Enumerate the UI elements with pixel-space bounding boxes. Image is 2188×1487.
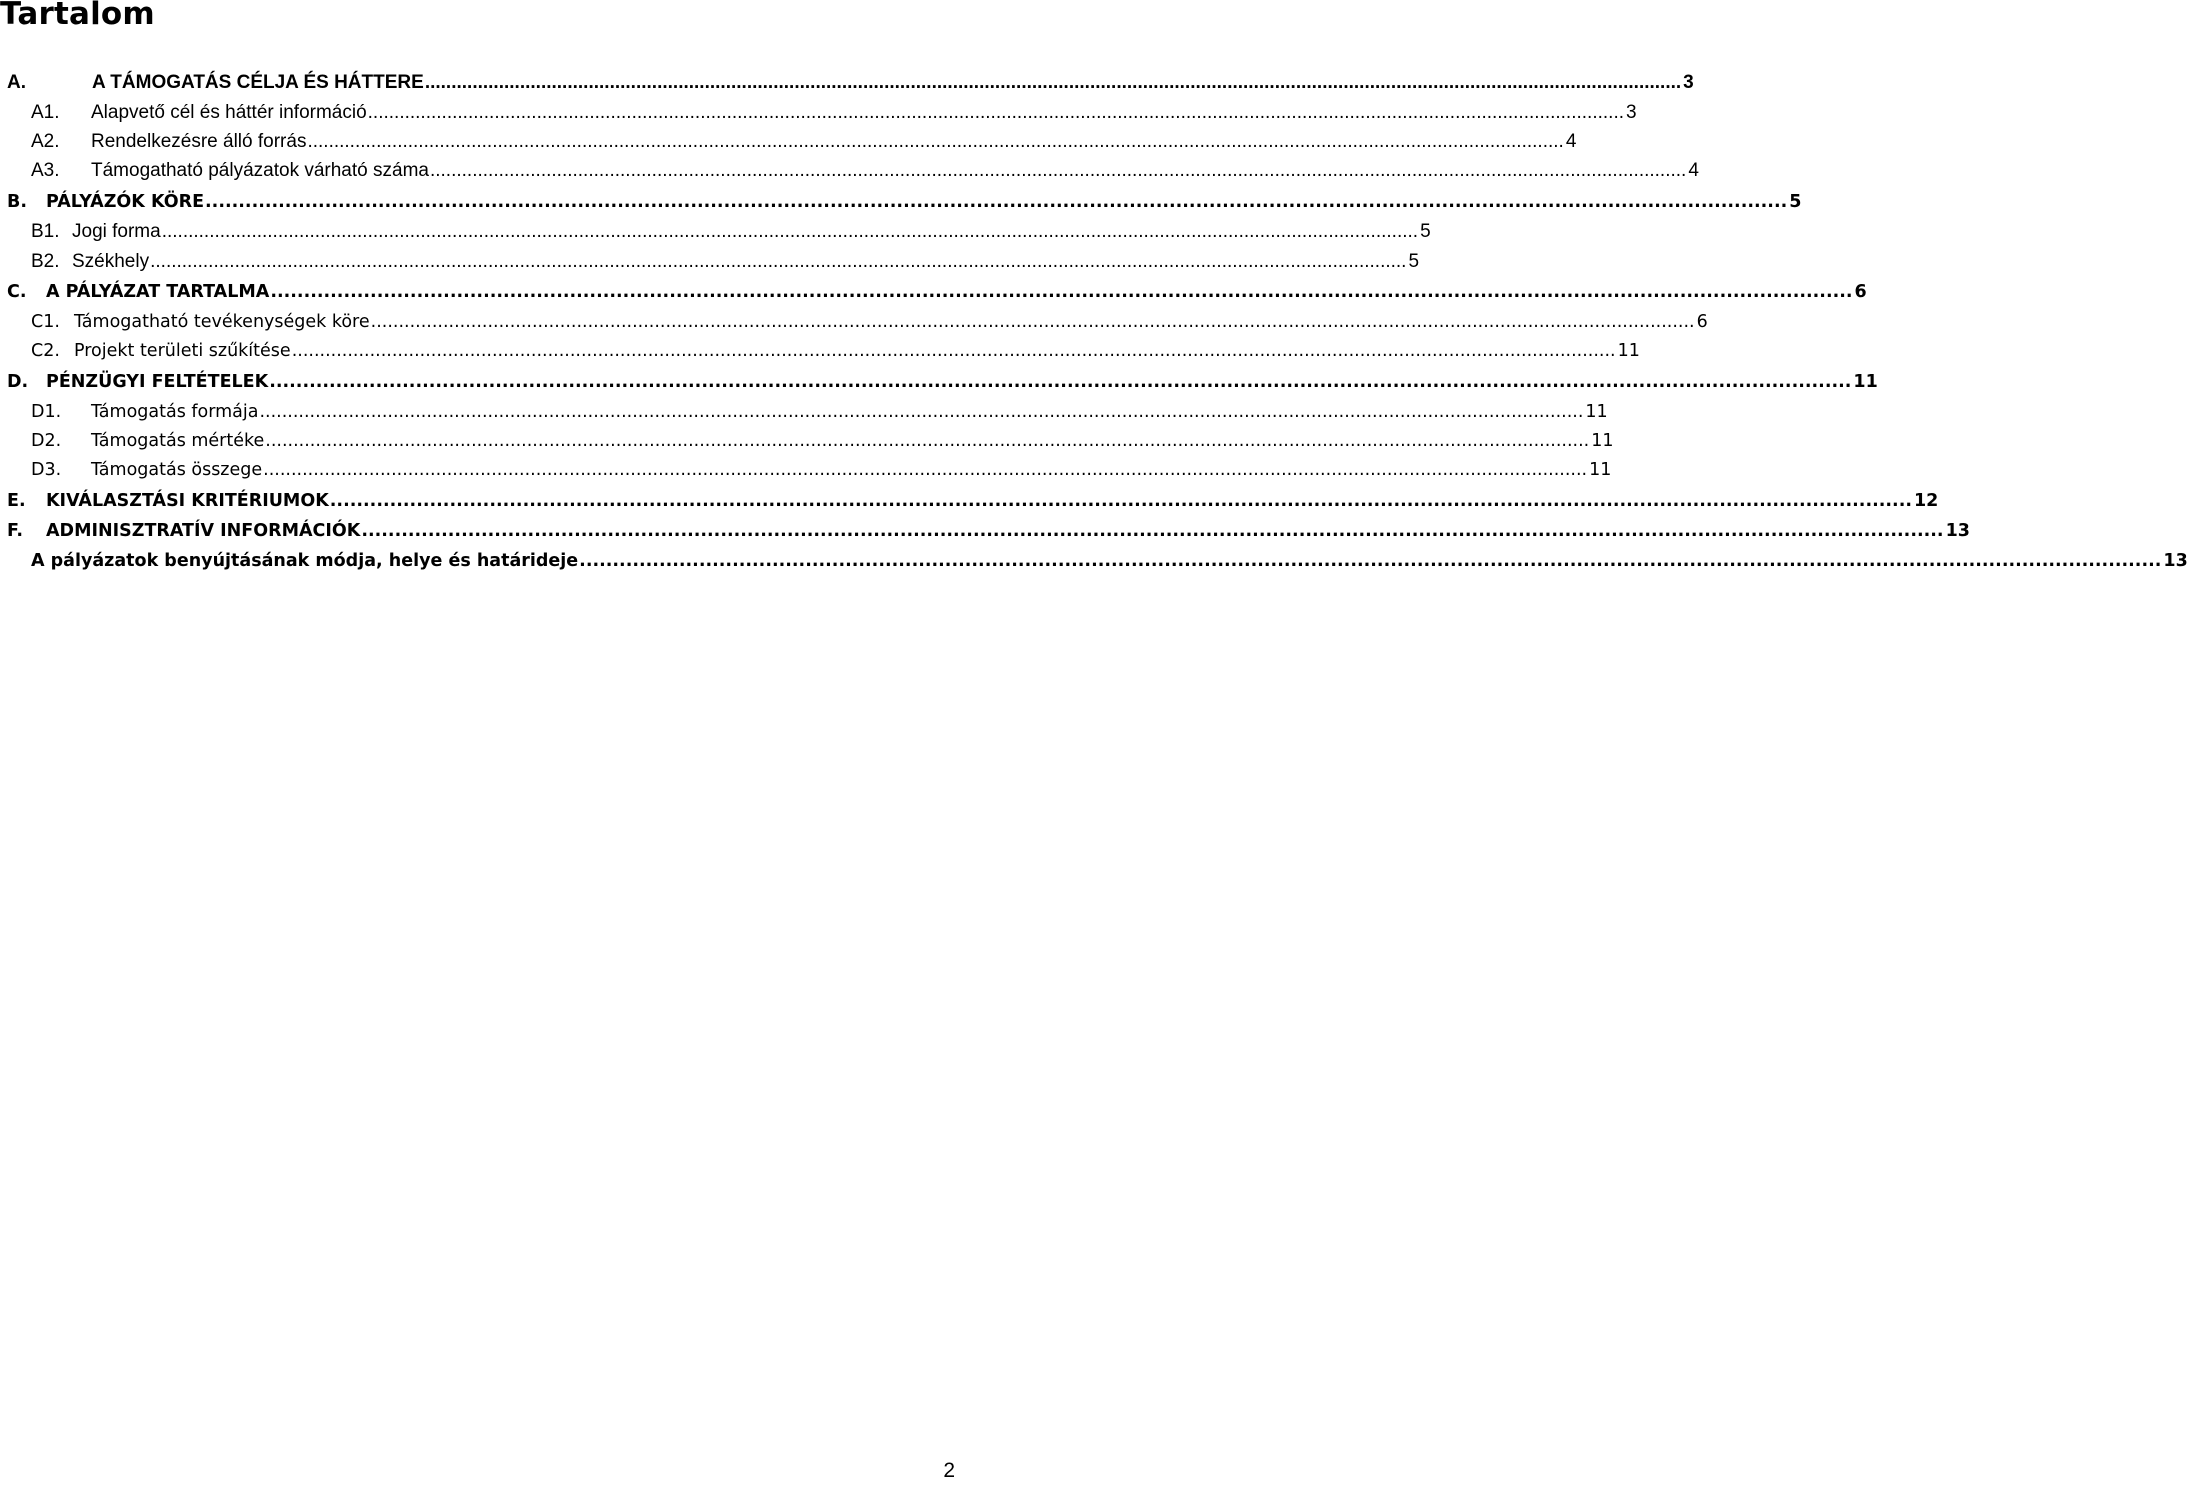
toc-entry-a[interactable] [7,68,1694,98]
toc-entry-number: A1. [31,102,60,123]
toc-entry-number: C1. [31,312,60,332]
toc-entry-number: D2. [31,431,62,451]
toc-entry-submission[interactable] [31,546,2188,576]
toc-entry-title: PÁLYÁZÓK KÖRE [46,192,205,212]
toc-entry-c[interactable] [7,277,1867,307]
toc-entry-d1[interactable] [31,397,1608,427]
toc-leader: .............................................................................................................................................................................................................................................. [205,192,1788,212]
toc-entry-page: 13 [2163,551,2188,571]
toc-entry-page: 12 [1914,491,1939,511]
toc-entry-number: E. [7,491,26,511]
toc-entry-page: 5 [1420,221,1431,242]
toc-entry-a3[interactable] [31,156,1699,186]
toc-entry-page: 11 [1853,372,1878,392]
toc-entry-number: A3. [31,160,60,181]
toc-entry-page: 4 [1565,131,1577,152]
toc-entry-title: Székhely [72,251,150,272]
toc-leader: .............................................................................................................................................................................................................................................. [329,491,1912,511]
toc-entry-f[interactable] [7,516,1970,546]
toc-entry-d[interactable] [7,367,1878,397]
toc-leader: .............................................................................................................................................................................................................................................. [161,221,1419,242]
toc-leader: .............................................................................................................................................................................................................................................. [361,521,1944,541]
toc-leader: .............................................................................................................................................................................................................................................. [263,460,1588,480]
toc-entry-number: C. [7,282,27,302]
toc-entry-number: F. [7,521,24,541]
toc-entry-number: D3. [31,460,62,480]
toc-entry-c2[interactable] [31,336,1640,366]
toc-entry-title: KIVÁLASZTÁSI KRITÉRIUMOK [46,491,329,511]
toc-leader: .............................................................................................................................................................................................................................................. [269,372,1852,392]
toc-entry-d2[interactable] [31,426,1614,456]
toc-entry-number: D. [7,372,29,392]
toc-entry-number: A2. [31,131,60,152]
toc-entry-page: 11 [1617,341,1640,361]
toc-leader: .............................................................................................................................................................................................................................................. [367,102,1624,123]
toc-entry-page: 5 [1789,192,1802,212]
toc-entry-page: 4 [1688,160,1699,181]
toc-entry-title: Támogatás mértéke [91,431,265,451]
toc-entry-title: Támogatás összege [91,460,263,480]
toc-entry-e[interactable] [7,486,1939,516]
page-number: 2 [943,1459,955,1482]
toc-entry-page: 3 [1626,102,1637,123]
toc-entry-number: C2. [31,341,60,361]
toc-leader: .............................................................................................................................................................................................................................................. [259,402,1584,422]
toc-leader: .............................................................................................................................................................................................................................................. [307,131,1564,152]
toc-entry-title: Jogi forma [72,221,161,242]
toc-entry-title: PÉNZÜGYI FELTÉTELEK [46,372,269,392]
toc-entry-b[interactable] [7,187,1802,217]
toc-leader: .............................................................................................................................................................................................................................................. [270,282,1853,302]
toc-entry-page: 3 [1683,72,1694,93]
toc-leader: .............................................................................................................................................................................................................................................. [150,251,1407,272]
toc-entry-d3[interactable] [31,455,1612,485]
toc-entry-number: A. [7,72,26,93]
toc-entry-number: B2. [31,251,60,272]
toc-leader: .............................................................................................................................................................................................................................................. [370,312,1695,332]
toc-entry-title: Támogatás formája [91,402,259,422]
toc-entry-title: A PÁLYÁZAT TARTALMA [46,282,270,302]
toc-leader: .............................................................................................................................................................................................................................................. [424,72,1682,93]
toc-leader: .............................................................................................................................................................................................................................................. [429,160,1687,181]
toc-entry-title: Támogatható pályázatok várható száma [91,160,429,181]
toc-entry-b1[interactable] [31,217,1431,247]
toc-entry-a1[interactable] [31,98,1637,128]
toc-leader: .............................................................................................................................................................................................................................................. [579,551,2162,571]
toc-entry-title: ADMINISZTRATÍV INFORMÁCIÓK [46,521,361,541]
toc-entry-title: Rendelkezésre álló forrás [91,131,307,152]
toc-entry-number: D1. [31,402,62,422]
toc-entry-b2[interactable] [31,247,1420,277]
page-title: Tartalom [0,0,155,32]
toc-entry-a2[interactable] [31,127,1577,157]
toc-entry-title: Alapvető cél és háttér információ [91,102,367,123]
toc-entry-page: 11 [1591,431,1614,451]
toc-entry-page: 11 [1585,402,1608,422]
toc-entry-page: 11 [1589,460,1612,480]
toc-entry-title: Támogatható tevékenységek köre [74,312,370,332]
toc-entry-page: 6 [1696,312,1708,332]
toc-entry-number: B1. [31,221,60,242]
toc-entry-c1[interactable] [31,307,1708,337]
toc-entry-page: 5 [1408,251,1420,272]
toc-entry-number: B. [7,192,27,212]
toc-entry-page: 13 [1945,521,1970,541]
toc-entry-title: A pályázatok benyújtásának módja, helye és határideje [31,551,579,571]
toc-entry-page: 6 [1854,282,1867,302]
toc-leader: .............................................................................................................................................................................................................................................. [291,341,1616,361]
toc-entry-title: A TÁMOGATÁS CÉLJA ÉS HÁTTERE [92,72,424,93]
toc-leader: .............................................................................................................................................................................................................................................. [265,431,1590,451]
toc-entry-title: Projekt területi szűkítése [74,341,291,361]
